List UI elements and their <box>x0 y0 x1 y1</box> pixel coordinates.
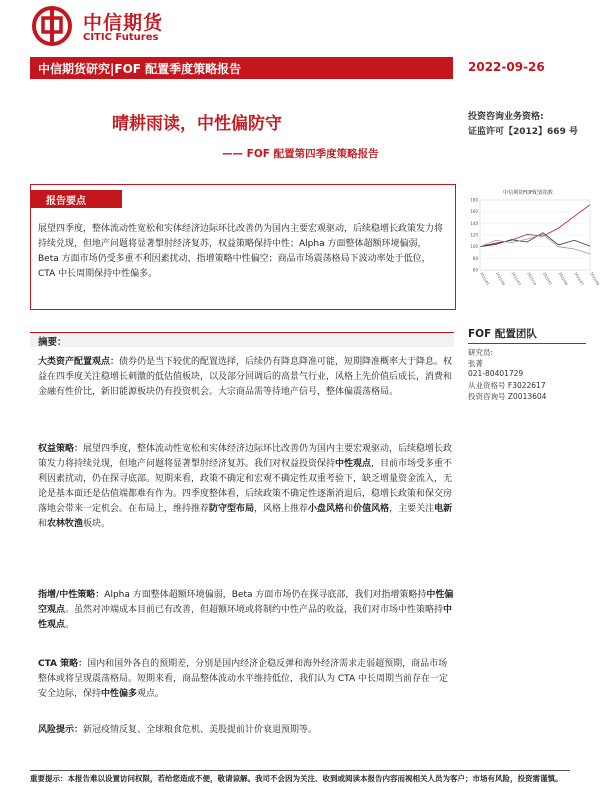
researcher-phone: 021-80401729 <box>468 369 524 378</box>
chart-xtick-label: 2022/04 <box>557 271 569 287</box>
index-neutral-paragraph: 指增/中性策略：Alpha 方面整体超额环境偏弱，Beta 方面市场仍在探寻底部，我们对指增策略持中性偏空观点。虽然对冲端成本目前已有改善，但超额环境或将制约中性产品的收益，我们对市场中性策略持中性观点。 <box>38 590 454 630</box>
team-name: FOF 配置团队 <box>468 328 537 340</box>
asset-allocation-label: 大类资产配置观点： <box>38 357 120 367</box>
chart-xtick-label: 2022/07 <box>573 271 585 287</box>
credential-label: 投资咨询业务资格: <box>468 112 544 122</box>
chart-line-series-dark <box>480 233 590 247</box>
summary-text: 展望四季度，整体流动性宽松和实体经济边际环比改善仍为国内主要宏观驱动，后续稳增长政策发力将持续兑现，但地产问题将显著掣肘经济复苏，权益策略保持中性；Alpha 方面整体超额环境偏弱，Beta 方面市场仍受多重不利因素扰动，指增策略中性偏空；商品市场震荡格局下波动率处于低位，CTA 中长周期保持中性偏多。 <box>38 224 444 279</box>
chart-ytick-label: 120 <box>470 232 478 238</box>
chart-ytick-label: 100 <box>470 244 478 250</box>
risk-warning-label: 风险提示： <box>38 725 84 735</box>
cta-strategy-label: CTA 策略： <box>38 659 88 669</box>
researcher-role: 研究员: <box>468 348 494 357</box>
report-subtitle: —— FOF 配置第四季度策略报告 <box>222 148 379 160</box>
banner-text: 中信期货研究|FOF 配置季度策略报告 <box>38 62 242 76</box>
report-title: 晴耕雨读，中性偏防守 <box>112 114 282 134</box>
chart-ytick-label: 80 <box>472 255 478 261</box>
equity-strategy-label: 权益策略： <box>38 444 84 454</box>
chart-title: 中信期货FOF配置指数 <box>503 190 553 196</box>
chart-ytick-label: 140 <box>470 220 478 226</box>
researcher-name: 张菁 <box>468 359 483 368</box>
logo-english-name: CITIC Futures <box>83 32 159 43</box>
asset-allocation-text: 债券仍是当下较优的配置选择，后续仍有降息降准可能，短期降准概率大于降息。权益在四季度关注稳增长刺激的低估值板块，以及部分回调后的高景气行业，风格上先价值后成长，消费和金融有性价比，新旧能源板块仍有投资机会。大宗商品需等待地产信号，整体偏震荡格局。 <box>38 357 453 397</box>
chart-xtick-label: 2021/04 <box>494 271 506 287</box>
chart-ytick-label: 180 <box>470 197 478 203</box>
footer-divider <box>30 770 570 771</box>
abstract-heading-bar <box>30 332 454 347</box>
abstract-heading: 摘要： <box>38 337 67 348</box>
report-banner <box>30 57 453 79</box>
chart-ytick-label: 60 <box>472 267 478 273</box>
footer-disclaimer: 重要提示：本报告难以设置访问权限，若给您造成不便，敬请谅解。我司不会因为关注、收到或阅读本报告内容而视相关人员为客户；市场有风险，投资需谨慎。 <box>30 774 563 783</box>
summary-tab <box>30 190 122 208</box>
chart-xtick-label: 2021/07 <box>510 271 522 287</box>
report-date: 2022-09-26 <box>468 60 545 74</box>
citic-emblem-icon <box>30 6 74 46</box>
fof-index-chart <box>462 186 600 290</box>
team-divider <box>468 343 586 344</box>
cta-strategy-paragraph: CTA 策略：国内和国外各自的预期差，分别是国内经济企稳反弹和海外经济需求走弱超预期，商品市场整体或将呈现震荡格局。短期来看，商品整体波动水平维持低位，我们认为 CTA 中长周期当前存在一定安全边际，保持中性偏多观点。 <box>38 659 448 699</box>
credential-license: 证监许可【2012】669 号 <box>468 127 578 137</box>
chart-xtick-label: 2021/10 <box>526 271 538 287</box>
asset-allocation-paragraph <box>38 355 456 400</box>
equity-strategy-paragraph: 权益策略：展望四季度，整体流动性宽松和实体经济边际环比改善仍为国内主要宏观驱动，后续稳增长政策发力将持续兑现，但地产问题将显著掣肘经济复苏。我们对权益投资保持中性观点，目前市场受多重不利因素扰动，仍在探寻底部。短期来看，政策不确定和宏观不确定性双重考验下，缺乏增量资金流入，无论是基本面还是估值端都难有作为。四季度整体看，后续政策不确定性逐渐消退后，稳增长政策和保交房落地会带来一定机会。在布局上，维持推荐防守型布局，风格上推荐小盘风格和价值风格，主要关注电新和农林牧渔板块。 <box>38 444 453 529</box>
logo-chinese-name: 中信期货 <box>83 12 164 34</box>
index-neutral-label: 指增/中性策略： <box>38 590 105 600</box>
chart-xtick-label: 2022/01 <box>541 271 553 287</box>
chart-ytick-label: 160 <box>470 209 478 215</box>
risk-warning-text: 新冠疫情反复、全球粮食危机、美股提前计价衰退预期等。 <box>83 725 318 735</box>
summary-tab-label: 报告要点 <box>46 196 86 207</box>
chart-xtick-label: 2021/01 <box>479 271 490 287</box>
citic-logo <box>30 6 220 46</box>
chart-xtick-label: 2022/09 <box>589 271 600 287</box>
researcher-license-2: 投资咨询号 Z0013604 <box>468 392 547 401</box>
researcher-license-1: 从业资格号 F3022617 <box>468 381 546 390</box>
risk-warning-paragraph <box>38 723 456 738</box>
